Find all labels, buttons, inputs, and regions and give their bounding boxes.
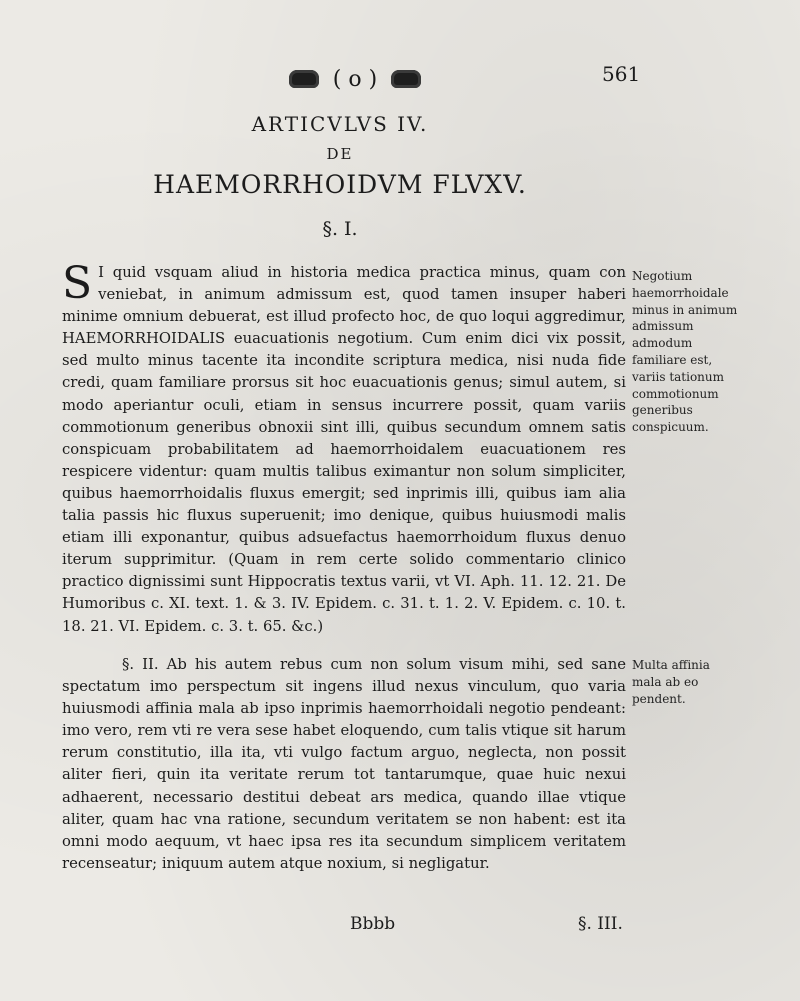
paragraph-one bbox=[62, 258, 626, 638]
title-de: DE bbox=[326, 145, 354, 163]
paragraph-two bbox=[62, 654, 626, 875]
fleuron-left-icon bbox=[289, 70, 319, 88]
margin-note: Negotium haemorrhoidale minus in animum admissum admodum familiare est, variis tationum commotionum generibus conspicuum. bbox=[632, 269, 738, 435]
page-number: 561 bbox=[602, 62, 641, 86]
section-heading: §. I. bbox=[322, 218, 358, 240]
catchword: §. III. bbox=[578, 914, 623, 934]
margin-note: Multa affinia mala ab eo pendent. bbox=[632, 658, 710, 706]
fleuron-right-icon bbox=[391, 70, 421, 88]
main-title: HAEMORRHOIDVM FLVXV. bbox=[153, 170, 527, 199]
paragraph-one-text: I quid vsquam aliud in historia medica practica minus, quam con veniebat, in animum admissum est, quod tamen insuper haberi minime omnium debuerat, est illud profecto hoc, de quo loqui aggredimur, HAEMORRHOIDALIS euacuationis negotium. Cum enim dici vix possit, sed multo minus tacente ita incondite scriptura medica, nisi nuda fide credi, quam familiare prorsus sit hoc euacuationis genus; simul autem, si modo aperiantur oculi, etiam in sensus incurrere possit, quam variis commotionum generibus obnoxii sint illi, quibus secundum omnem satis conspicuam probabilitatem ad haemorrhoidalem euacuationem res respicere videntur: quam multis talibus eximantur non solum simpliciter, quibus haemorrhoidalis fluxus emergit; sed inprimis illi, quibus iam alia talia passis hic fluxus superuenit; imo denique, quibus huiusmodi malis etiam illi exponantur, quibus adsuefactus haemorrhoidum fluxus denuo iterum supprimitur. (Quam in rem certe solido commentario clinico practico dignissimi sunt Hippocratis textus varii, vt VI. Aph. 11. 12. 21. De Humoribus c. XI. text. 1. & 3. IV. Epidem. c. 31. t. 1. 2. V. Epidem. c. 10. t. 18. 21. VI. Epidem. c. 3. t. 65. &c.) bbox=[62, 264, 626, 635]
paragraph-two-text: §. II. Ab his autem rebus cum non solum visum mihi, sed sane spectatum imo perspectum sit ingens illud nexus vinculum, quo varia huiusmodi affinia mala ab ipso inprimis haemorrhoidali negotio pendeant: imo vero, rem vti re vera sese habet eloquendo, cum talis vtique sit harum rerum constitutio, illa ita, vti vulgo factum arguo, neglecta, non possit aliter fieri, quin ita veritate rerum tot tantarumque, quae huic nexui adhaerent, necessario destitui debeat ars medica, quando illae vtique aliter, quam hac vna ratione, secundum veritatem se non habent: est ita omni modo aequum, vt haec ipsa res ita secundum simplicem veritatem recenseatur; iniquum autem atque noxium, si negligatur. bbox=[62, 656, 626, 872]
header-ornament bbox=[270, 64, 440, 94]
drop-cap: S bbox=[62, 258, 93, 309]
ornament-text: ( o ) bbox=[332, 66, 378, 92]
signature-mark: Bbbb bbox=[350, 914, 396, 934]
article-number: ARTICVLVS IV. bbox=[251, 112, 429, 136]
